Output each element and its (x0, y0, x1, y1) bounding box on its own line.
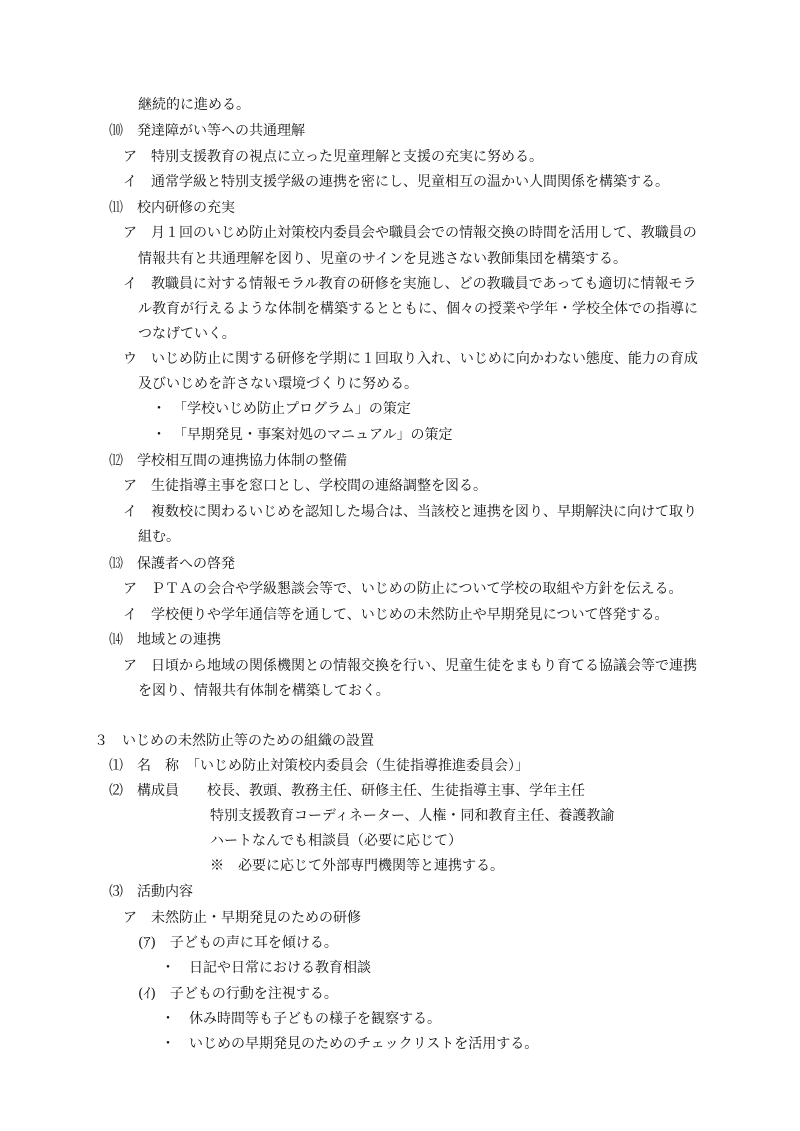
bullet-item: ・ 「学校いじめ防止プログラム」の策定 (152, 401, 411, 417)
text-line: 及びいじめを許さない環境づくりに努める。 (138, 376, 418, 392)
text-line: (ｲ) 子どもの行動を注視する。 (138, 986, 338, 1002)
section-heading: ⒁ 地域との連携 (109, 632, 221, 648)
bullet-item: ・ 「早期発見・事案対処のマニュアル」の策定 (152, 427, 453, 443)
section-heading: ⑿ 学校相互間の連携協力体制の整備 (109, 453, 347, 469)
text-line: 情報共有と共通理解を図り、児童のサインを見逃さない教師集団を構築する。 (138, 251, 628, 267)
text-line: 特別支援教育コーディネーター、人権・同和教育主任、養護教諭 (210, 808, 615, 824)
note-line: ※ 必要に応じて外部専門機関等と連携する。 (210, 858, 504, 874)
bullet-item: ・ 休み時間等も子どもの様子を観察する。 (161, 1011, 441, 1027)
bullet-item: ・ 日記や日常における教育相談 (161, 960, 371, 976)
text-line: ⑴ 名 称 「いじめ防止対策校内委員会（生徒指導推進委員会）」 (109, 758, 529, 774)
section-heading: ⑽ 発達障がい等への共通理解 (109, 123, 305, 139)
text-line: 継続的に進める。 (138, 97, 250, 113)
text-line: ル教育が行えるような体制を構築するとともに、個々の授業や学年・学校全体での指導に (138, 301, 698, 317)
text-line: ア 特別支援教育の視点に立った児童理解と支援の充実に努める。 (123, 149, 543, 165)
text-line: ア 月１回のいじめ防止対策校内委員会や職員会での情報交換の時間を活用して、教職員の (123, 225, 697, 241)
section-heading: ⒀ 保護者への啓発 (109, 556, 235, 572)
text-line: イ 学校便りや学年通信等を通して、いじめの未然防止や早期発見について啓発する。 (123, 607, 669, 623)
text-line: つなげていく。 (138, 326, 236, 342)
text-line: ウ いじめ防止に関する研修を学期に１回取り入れ、いじめに向かわない態度、能力の育成 (123, 351, 698, 367)
section-heading: ⑶ 活動内容 (109, 884, 193, 900)
text-line: ア 生徒指導主事を窓口とし、学校間の連絡調整を図る。 (123, 478, 487, 494)
text-line: ア 日頃から地域の関係機関との情報交換を行い、児童生徒をまもり育てる協議会等で連携 (123, 658, 697, 674)
text-line: を図り、情報共有体制を構築しておく。 (138, 683, 390, 699)
section-heading: ⑾ 校内研修の充実 (109, 200, 235, 216)
text-line: イ 教職員に対する情報モラル教育の研修を実施し、どの教職員であっても適切に情報モラ (123, 276, 697, 292)
text-line: ハートなんでも相談員（必要に応じて） (210, 833, 462, 849)
text-line: ⑵ 構成員 校長、教頭、教務主任、研修主任、生徒指導主事、学年主任 (109, 783, 585, 799)
bullet-item: ・ いじめの早期発見のためのチェックリストを活用する。 (161, 1036, 539, 1052)
chapter-heading: ３ いじめの未然防止等のための組織の設置 (94, 733, 374, 749)
text-line: 組む。 (138, 529, 180, 545)
text-line: イ 複数校に関わるいじめを認知した場合は、当該校と連携を図り、早期解決に向けて取り (123, 504, 697, 520)
text-line: (ｱ) 子どもの声に耳を傾ける。 (138, 935, 338, 951)
text-line: ア 未然防止・早期発見のための研修 (123, 910, 361, 926)
text-line: ア ＰＴＡの会合や学級懇談会等で、いじめの防止について学校の取組や方針を伝える。 (123, 581, 683, 597)
text-line: イ 通常学級と特別支援学級の連携を密にし、児童相互の温かい人間関係を構築する。 (123, 174, 669, 190)
